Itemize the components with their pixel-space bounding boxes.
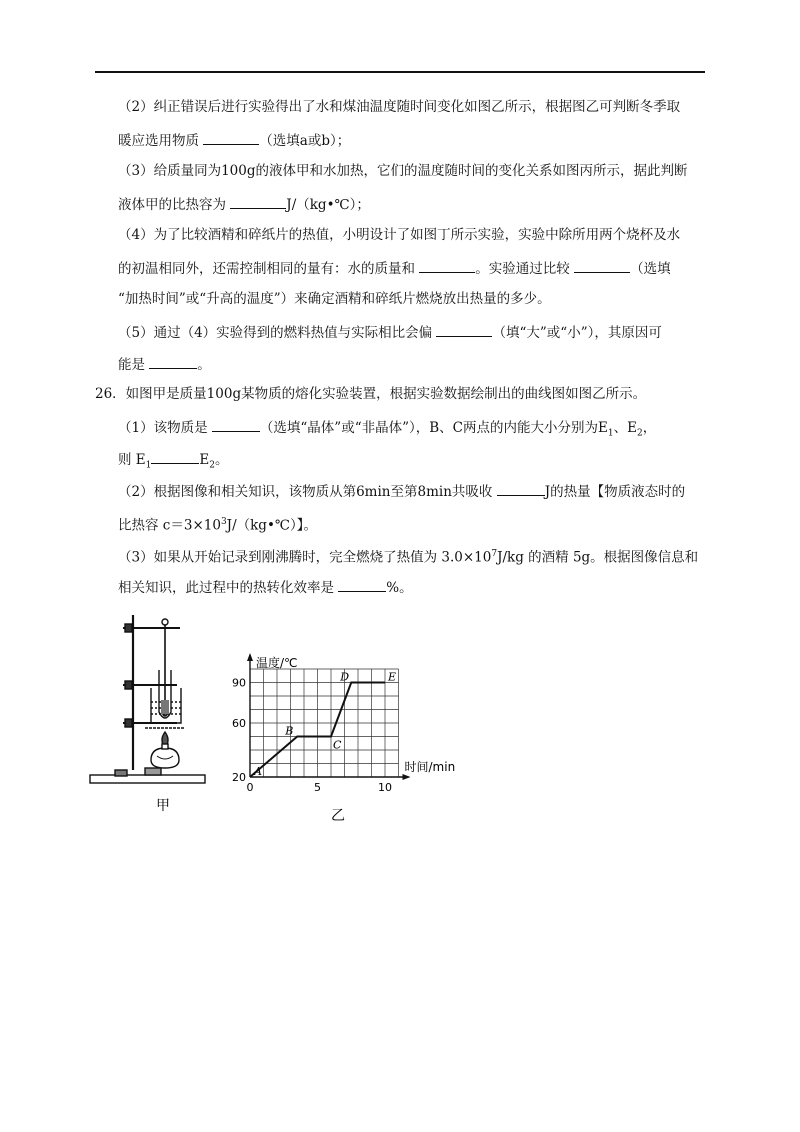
q25-part4-line2: 的初温相同外，还需控制相同的量有：水的质量和 。实验通过比较 （选填 [118, 258, 671, 278]
q25-part2-line2: 暖应选用物质 （选填a或b）； [118, 130, 350, 150]
q26-part2-line1: （2）根据图像和相关知识，该物质从第6min至第8min共吸收 J的热量【物质液态时的 [118, 481, 685, 501]
answer-blank[interactable] [212, 417, 260, 432]
stand-base [90, 775, 205, 783]
chart-axes [247, 653, 411, 780]
answer-blank[interactable] [149, 354, 197, 369]
point-label: A [254, 765, 262, 778]
q25-part5-line1: （5）通过（4）实验得到的燃料热值与实际相比会偏 （填“大”或“小”），其原因可 [118, 322, 662, 342]
q25-part4-line1: （4）为了比较酒精和碎纸片的热值，小明设计了如图丁所示实验，实验中除所用两个烧杯及水 [118, 227, 681, 243]
q26-part3-line1: （3）如果从开始记录到刚沸腾时，完全燃烧了热值为 $3.0\times 10^7J/kg$ 的酒精 5g。根据图像信息和 [118, 549, 699, 566]
figure-caption-left: 甲 [156, 798, 170, 814]
alcohol-lamp [151, 748, 179, 768]
q25-part5-line2: 能是 。 [118, 354, 211, 374]
q25-part3-line2: 液体甲的比热容为 J/（kg•℃）； [118, 194, 370, 214]
point-label: B [285, 724, 294, 738]
q26-part2-line2: 比热容 $c=3\times 10^3J/(kg•℃)$】。 [118, 517, 318, 534]
q25-part3-line1: （3）给质量同为100g的液体甲和水加热，它们的温度随时间的变化关系如图丙所示，据此判断 [118, 163, 688, 179]
answer-blank[interactable] [203, 130, 259, 145]
figure-caption-right: 乙 [331, 808, 345, 824]
temperature-time-chart [232, 612, 475, 832]
point-label: D [340, 670, 350, 684]
q26-stem: 26．如图甲是质量100g某物质的熔化实验装置，根据实验数据绘制出的曲线图如图乙所示。 [95, 386, 647, 402]
y-tick-label: 20 [232, 771, 246, 784]
answer-blank[interactable] [151, 449, 199, 464]
chart-grid [250, 669, 399, 777]
answer-blank[interactable] [574, 258, 630, 273]
x-axis-label: 时间/min [404, 760, 456, 774]
x-tick-label: 10 [378, 781, 392, 794]
q26-part1-line2: 则 $E_1$ $E_2$。 [118, 449, 228, 475]
answer-blank[interactable] [497, 481, 545, 496]
y-tick-label: 60 [232, 717, 246, 730]
x-tick-label: 0 [246, 781, 254, 794]
answer-blank[interactable] [436, 322, 492, 337]
x-axis-arrow [403, 774, 411, 780]
y-tick-label: 90 [232, 676, 246, 690]
chart-point-labels [253, 671, 396, 779]
y-axis-label: 温度/℃ [256, 656, 298, 670]
point-label: E [388, 670, 397, 684]
y-axis-arrow [247, 653, 253, 661]
answer-blank[interactable] [230, 194, 286, 209]
answer-blank[interactable] [338, 577, 386, 592]
header-rule [95, 71, 705, 73]
point-label: C [333, 738, 342, 752]
q26-part3-line2: 相关知识，此过程中的热转化效率是 %。 [118, 577, 413, 597]
q25-part4-line3: “加热时间”或“升高的温度”）来确定酒精和碎纸片燃烧放出热量的多少。 [118, 291, 551, 307]
melting-apparatus-figure [85, 610, 215, 830]
x-tick-label: 5 [314, 781, 321, 794]
answer-blank[interactable] [419, 258, 475, 273]
q25-part2-line1: （2）纠正错误后进行实验得出了水和煤油温度随时间变化如图乙所示，根据图乙可判断冬季取 [118, 99, 681, 115]
q26-part1-line1: （1）该物质是 （选填“晶体”或“非晶体”），B、C两点的内能大小分别为$E_1$、$E_2$， [118, 417, 656, 443]
